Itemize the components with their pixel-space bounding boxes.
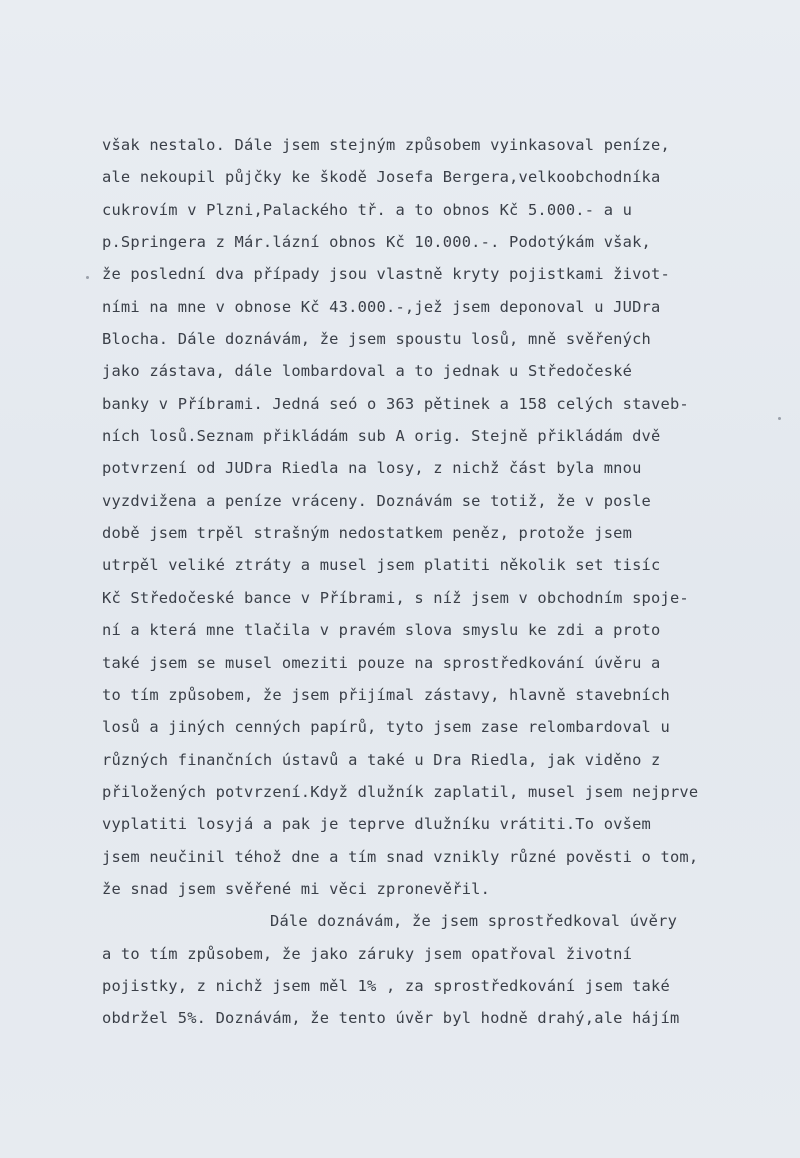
text-line: potvrzení od JUDra Riedla na losy, z nichž část byla mnou	[102, 459, 642, 478]
text-line-indented: Dále doznávám, že jsem sprostředkoval úvěry	[270, 912, 678, 931]
text-line: jsem neučinil téhož dne a tím snad vznikly různé pověsti o tom,	[102, 847, 699, 866]
text-line: ními na mne v obnose Kč 43.000.-,jež jsem deponoval u JUDra	[102, 297, 661, 316]
text-line: jako zástava, dále lombardoval a to jednak u Středočeské	[102, 362, 633, 381]
text-line: Blocha. Dále doznávám, že jsem spoustu losů, mně svěřených	[102, 330, 652, 349]
text-line: různých finančních ústavů a také u Dra Riedla, jak viděno z	[102, 750, 661, 769]
punch-mark	[86, 276, 89, 279]
text-line: p.Springera z Már.lázní obnos Kč 10.000.-. Podotýkám však,	[102, 233, 652, 252]
text-line: pojistky, z nichž jsem měl 1% , za sprostředkování jsem také	[102, 976, 670, 995]
text-line: ních losů.Seznam přikládám sub A orig. Stejně přikládám dvě	[102, 427, 661, 446]
text-line: ní a která mne tlačila v pravém slova smyslu ke zdi a proto	[102, 621, 661, 640]
text-line: utrpěl veliké ztráty a musel jsem platiti několik set tisíc	[102, 556, 661, 575]
text-line: také jsem se musel omeziti pouze na sprostředkování úvěru a	[102, 653, 661, 672]
text-line: a to tím způsobem, že jako záruky jsem opatřoval životní	[102, 944, 633, 963]
text-line: že snad jsem svěřené mi věci zpronevěřil.	[102, 879, 491, 898]
text-line: době jsem trpěl strašným nedostatkem peněz, protože jsem	[102, 524, 633, 543]
text-line: přiložených potvrzení.Když dlužník zaplatil, musel jsem nejprve	[102, 782, 699, 801]
text-line: obdržel 5%. Doznávám, že tento úvěr byl hodně drahý,ale hájím	[102, 1009, 680, 1028]
text-line: losů a jiných cenných papírů, tyto jsem zase relombardoval u	[102, 718, 670, 737]
text-line: banky v Příbrami. Jedná seó o 363 pětinek a 158 celých staveb-	[102, 394, 689, 413]
text-line: vyplatiti losyjá a pak je teprve dlužníku vrátiti.To ovšem	[102, 815, 652, 834]
text-line: cukrovím v Plzni,Palackého tř. a to obnos Kč 5.000.- a u	[102, 200, 633, 219]
text-line: ale nekoupil půjčky ke škodě Josefa Bergera,velkoobchodníka	[102, 168, 661, 187]
text-line: však nestalo. Dále jsem stejným způsobem vyinkasoval peníze,	[102, 136, 670, 154]
text-line: Kč Středočeské bance v Příbrami, s níž jsem v obchodním spoje-	[102, 588, 689, 607]
typed-text-block	[102, 132, 782, 1038]
text-line: že poslední dva případy jsou vlastně kryty pojistkami život-	[102, 265, 670, 284]
text-line: vyzdvižena a peníze vráceny. Doznávám se totiž, že v posle	[102, 491, 652, 510]
text-line: to tím způsobem, že jsem přijímal zástavy, hlavně stavebních	[102, 685, 670, 704]
